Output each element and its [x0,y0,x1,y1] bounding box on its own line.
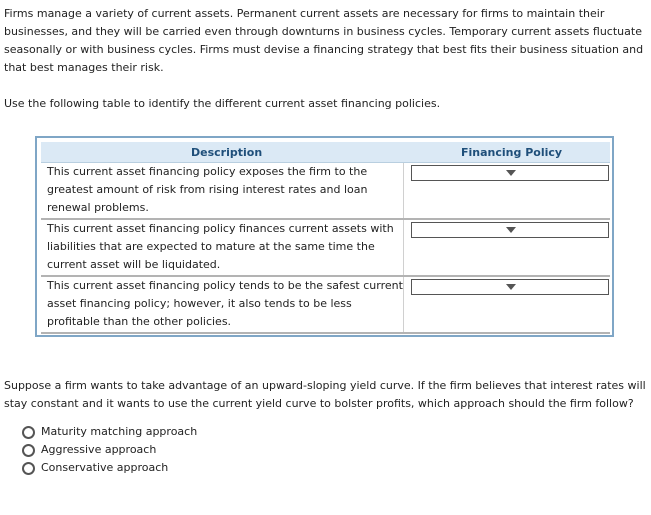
financing-policy-dropdown[interactable] [411,222,609,238]
table-row [41,277,610,334]
chevron-down-icon [506,170,516,176]
option-label: Aggressive approach [41,443,157,456]
intro-paragraph: Firms manage a variety of current assets. Permanent current assets are necessary for firms to maintain their businesses, and they will be carried even through downturns in business cycles. Temporary current assets fluctuate seasonally or with business cycles. Firms must devise a financing strategy that best fits their business situation and that best manages their risk. [4,7,644,74]
row-description: This current asset financing policy tends to be the safest current asset financing policy; however, it also tends to be less profitable than the other policies. [47,277,404,332]
option-label: Conservative approach [41,461,169,474]
header-financing-policy: Financing Policy [461,146,563,159]
table-row [41,220,610,277]
radio-button[interactable] [22,462,35,475]
row-description: This current asset financing policy exposes the firm to the greatest amount of risk from rising interest rates and loan renewal problems. [47,163,404,218]
table-header [41,142,610,163]
option-conservative[interactable] [22,459,197,477]
financing-policy-table [35,136,614,337]
financing-policy-dropdown[interactable] [411,165,609,181]
financing-policy-dropdown[interactable] [411,279,609,295]
option-maturity-matching[interactable] [22,423,197,441]
chevron-down-icon [506,227,516,233]
table-row [41,163,610,220]
option-aggressive[interactable] [22,441,197,459]
radio-button[interactable] [22,444,35,457]
chevron-down-icon [506,284,516,290]
table-instruction: Use the following table to identify the different current asset financing policies. [4,97,441,110]
radio-button[interactable] [22,426,35,439]
row-description: This current asset financing policy finances current assets with liabilities that are expected to mature at the same time the current asset will be liquidated. [47,220,404,275]
yield-curve-question: Suppose a firm wants to take advantage of an upward-sloping yield curve. If the firm believes that interest rates will stay constant and it wants to use the current yield curve to bolster profits, which approach should the firm follow? [4,379,646,410]
header-description: Description [191,146,263,159]
answer-options [22,423,197,477]
option-label: Maturity matching approach [41,425,198,438]
